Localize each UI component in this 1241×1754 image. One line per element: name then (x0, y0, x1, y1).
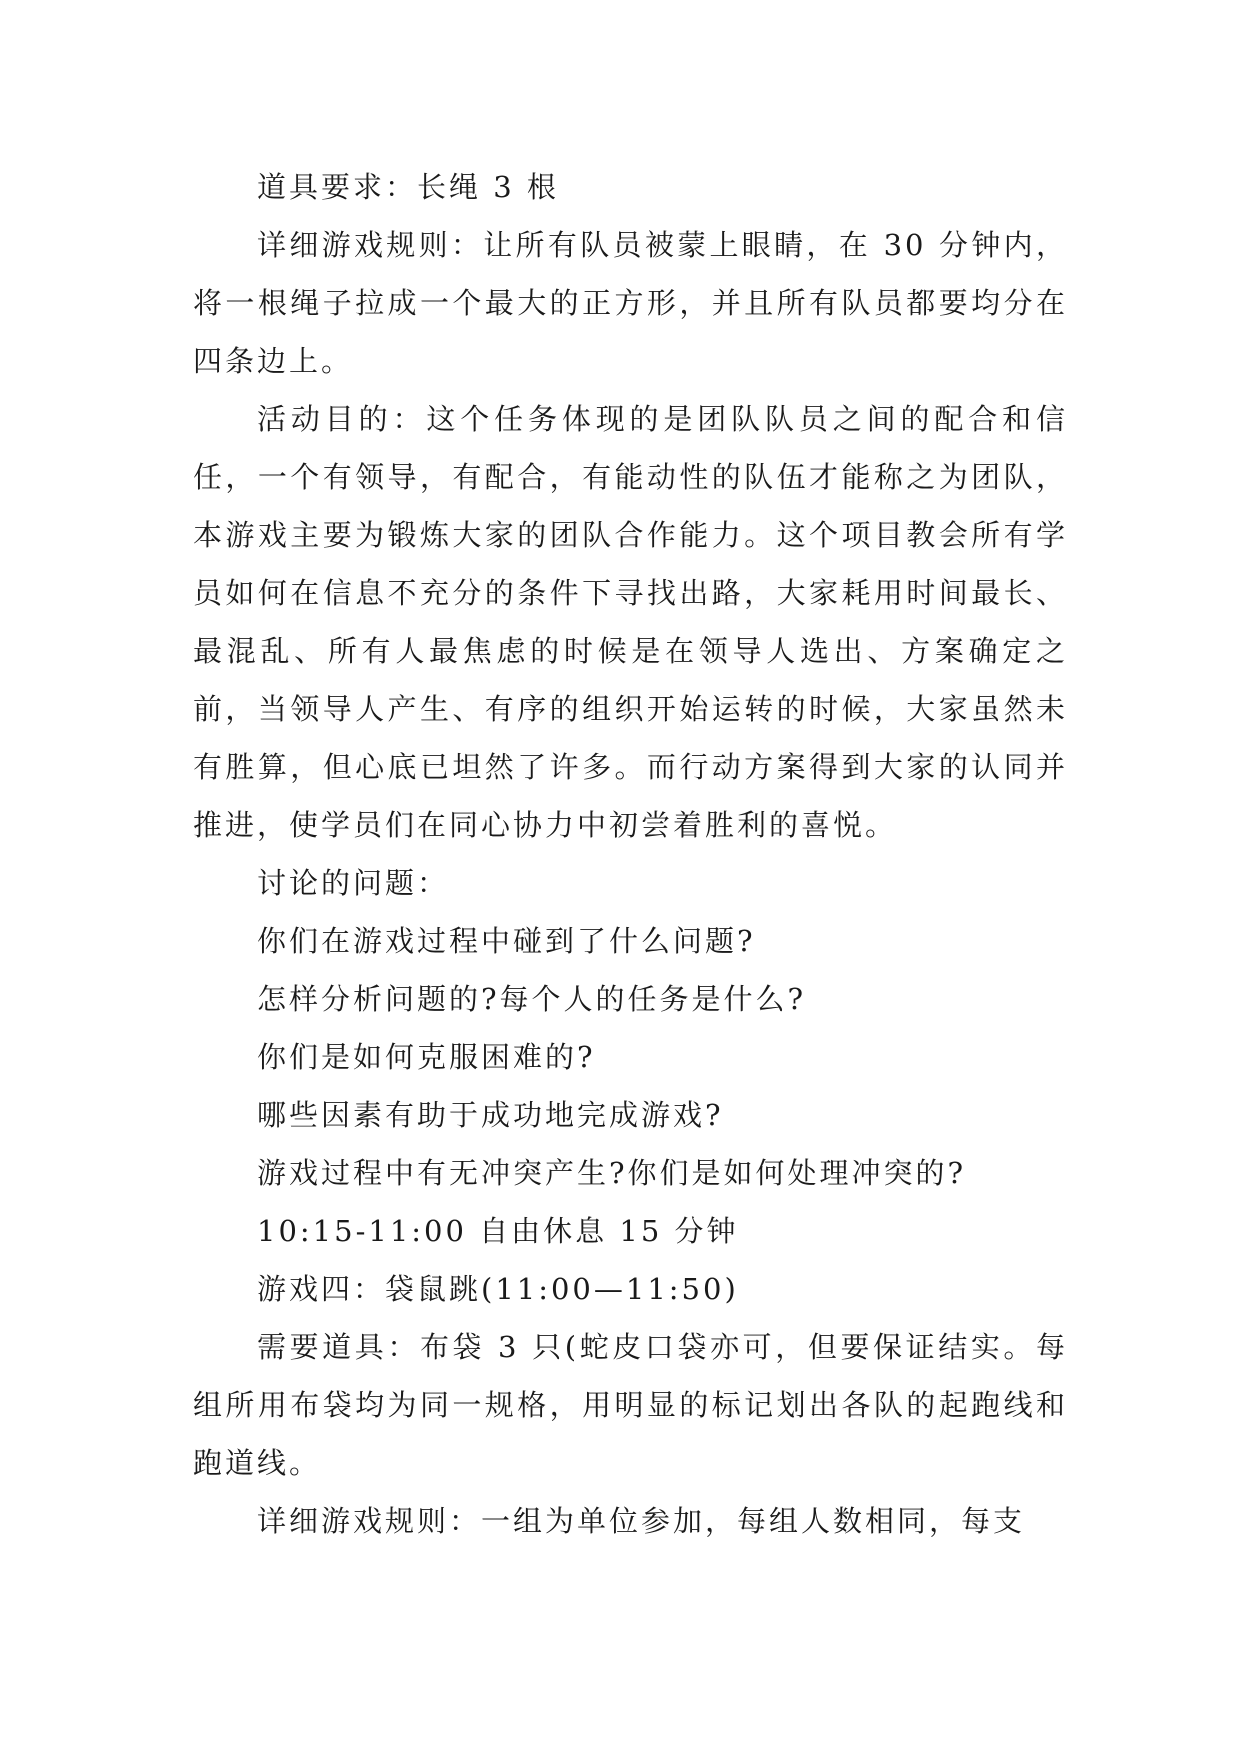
paragraph-activity-purpose: 活动目的：这个任务体现的是团队队员之间的配合和信任，一个有领导，有配合，有能动性的队伍才能称之为团队，本游戏主要为锻炼大家的团队合作能力。这个项目教会所有学员如何在信息不充分的条件下寻找出路，大家耗用时间最长、最混乱、所有人最焦虑的时候是在领导人选出、方案确定之前，当领导人产生、有序的组织开始运转的时候，大家虽然未有胜算，但心底已坦然了许多。而行动方案得到大家的认同并推进，使学员们在同心协力中初尝着胜利的喜悦。 (193, 402, 1068, 842)
paragraph-question-2: 怎样分析问题的?每个人的任务是什么? (257, 982, 807, 1016)
paragraph-game-rules: 详细游戏规则：让所有队员被蒙上眼睛，在 30 分钟内，将一根绳子拉成一个最大的正方形，并且所有队员都要均分在四条边上。 (193, 228, 1068, 378)
paragraph-game-four-rules: 详细游戏规则：一组为单位参加，每组人数相同，每支 (257, 1504, 1026, 1538)
paragraph-question-1: 你们在游戏过程中碰到了什么问题? (257, 924, 756, 958)
paragraph-game-four-title: 游戏四：袋鼠跳(11:00—11:50) (257, 1272, 739, 1306)
paragraph-props-requirement: 道具要求：长绳 3 根 (257, 170, 559, 204)
paragraph-question-4: 哪些因素有助于成功地完成游戏? (257, 1098, 724, 1132)
paragraph-break-time: 10:15-11:00 自由休息 15 分钟 (257, 1214, 739, 1248)
document-body (193, 158, 1068, 1550)
paragraph-question-3: 你们是如何克服困难的? (257, 1040, 596, 1074)
paragraph-props-needed: 需要道具：布袋 3 只(蛇皮口袋亦可，但要保证结实。每组所用布袋均为同一规格，用明显的标记划出各队的起跑线和跑道线。 (193, 1330, 1068, 1480)
paragraph-discussion-heading: 讨论的问题： (257, 866, 450, 900)
paragraph-question-5: 游戏过程中有无冲突产生?你们是如何处理冲突的? (257, 1156, 967, 1190)
